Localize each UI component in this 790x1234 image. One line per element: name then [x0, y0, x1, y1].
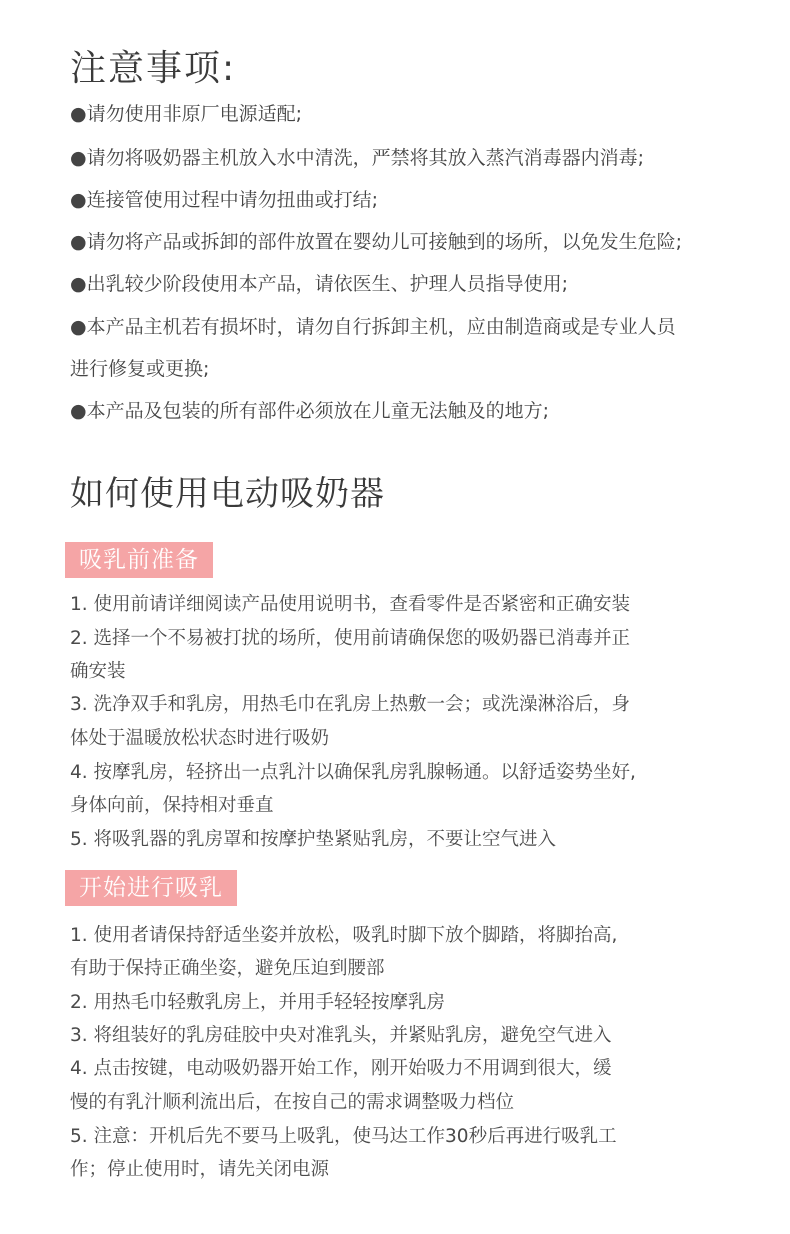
- notice-title: 注意事项:: [70, 48, 237, 89]
- notice-line: 进行修复或更换;: [70, 358, 210, 380]
- list-item: 2. 选择一个不易被打扰的场所，使用前请确保您的吸奶器已消毒并正: [70, 628, 631, 649]
- list-item: 5. 注意：开机后先不要马上吸乳，使马达工作30秒后再进行吸乳工: [70, 1126, 617, 1147]
- list-item: 有助于保持正确坐姿，避免压迫到腰部: [70, 958, 385, 979]
- section-tag-prep: 吸乳前准备: [65, 542, 213, 578]
- list-item: 5. 将吸乳器的乳房罩和按摩护垫紧贴乳房，不要让空气进入: [70, 829, 557, 850]
- list-item: 3. 洗净双手和乳房，用热毛巾在乳房上热敷一会；或洗澡淋浴后，身: [70, 694, 631, 715]
- list-item: 确安装: [70, 661, 126, 682]
- notice-line: ●请勿使用非原厂电源适配;: [70, 103, 302, 125]
- list-item: 3. 将组装好的乳房硅胶中央对准乳头，并紧贴乳房，避免空气进入: [70, 1025, 612, 1046]
- notice-line: ●请勿将吸奶器主机放入水中清洗，严禁将其放入蒸汽消毒器内消毒;: [70, 147, 644, 169]
- list-item: 身体向前，保持相对垂直: [70, 795, 274, 816]
- list-item: 4. 按摩乳房，轻挤出一点乳汁以确保乳房乳腺畅通。以舒适姿势坐好,: [70, 762, 636, 783]
- notice-line: ●本产品及包装的所有部件必须放在儿童无法触及的地方;: [70, 400, 549, 422]
- section-tag-start: 开始进行吸乳: [65, 870, 237, 906]
- list-item: 1. 使用前请详细阅读产品使用说明书，查看零件是否紧密和正确安装: [70, 594, 631, 615]
- list-item: 体处于温暖放松状态时进行吸奶: [70, 728, 330, 749]
- notice-line: ●请勿将产品或拆卸的部件放置在婴幼儿可接触到的场所，以免发生危险;: [70, 231, 682, 253]
- list-item: 1. 使用者请保持舒适坐姿并放松，吸乳时脚下放个脚踏，将脚抬高,: [70, 925, 618, 946]
- notice-line: ●本产品主机若有损坏时，请勿自行拆卸主机，应由制造商或是专业人员: [70, 316, 676, 338]
- list-item: 慢的有乳汁顺利流出后，在按自己的需求调整吸力档位: [70, 1092, 515, 1113]
- notice-line: ●出乳较少阶段使用本产品，请依医生、护理人员指导使用;: [70, 273, 568, 295]
- notice-line: ●连接管使用过程中请勿扭曲或打结;: [70, 189, 378, 211]
- howto-title: 如何使用电动吸奶器: [70, 474, 385, 514]
- list-item: 作；停止使用时，请先关闭电源: [70, 1159, 330, 1180]
- list-item: 4. 点击按键，电动吸奶器开始工作，刚开始吸力不用调到很大，缓: [70, 1058, 612, 1079]
- list-item: 2. 用热毛巾轻敷乳房上，并用手轻轻按摩乳房: [70, 992, 446, 1013]
